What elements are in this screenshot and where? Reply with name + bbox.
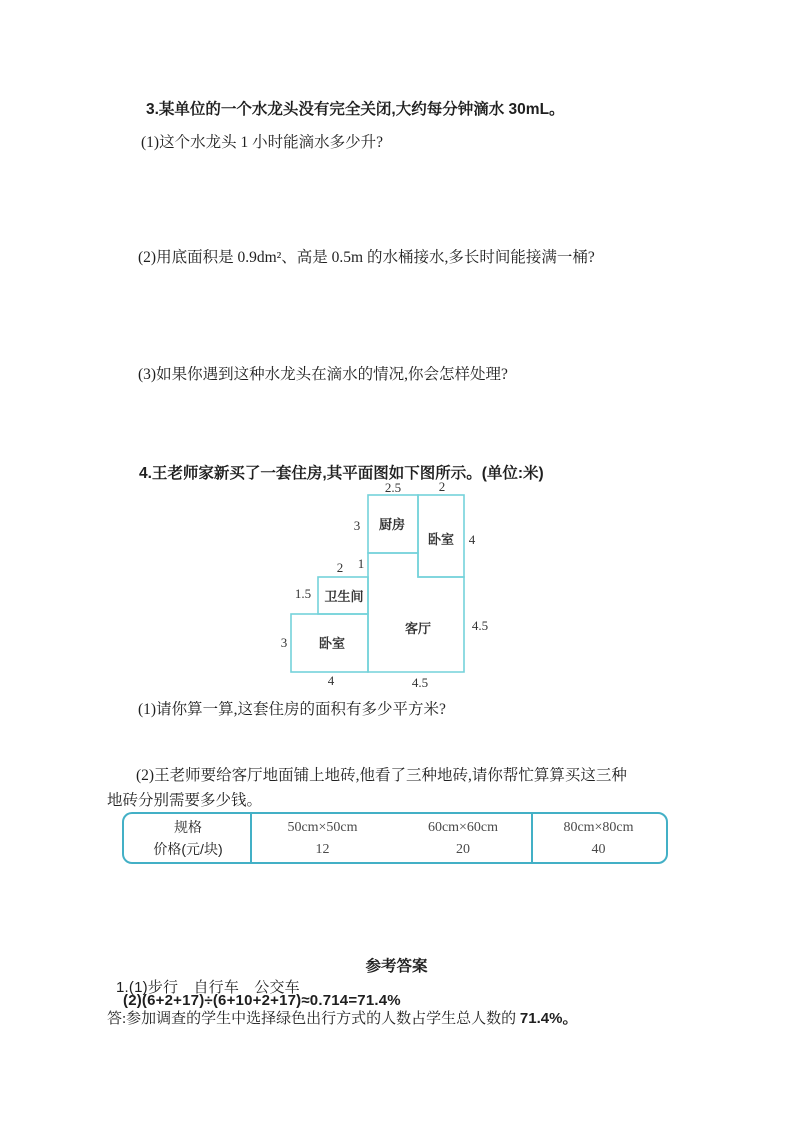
answer-line-1: 1.(1)步行 自行车 公交车 [116, 979, 300, 996]
bedroom-bottom-label: 卧室 [318, 636, 346, 651]
table-spec-3: 80cm×80cm [563, 820, 634, 835]
dim-step-height: 1 [357, 556, 365, 571]
question-3-part-3: (3)如果你遇到这种水龙头在滴水的情况,你会怎样处理? [138, 366, 508, 383]
answer-line-3-percent: 71.4%。 [519, 1010, 578, 1027]
table-price-3: 40 [591, 842, 606, 857]
living-room-label: 客厅 [404, 621, 432, 636]
dim-bedroom-top-height: 4 [468, 532, 476, 547]
dim-bedroom-bottom-height: 3 [280, 635, 288, 650]
table-price-label: 价格(元/块) [153, 841, 223, 857]
answer-line-3 [107, 1007, 577, 1028]
question-3-title: 3.某单位的一个水龙头没有完全关闭,大约每分钟滴水 30mL。 [146, 101, 565, 118]
living-room-outline [368, 553, 464, 672]
answer-line-3-text: 答:参加调查的学生中选择绿色出行方式的人数占学生总人数的 [107, 1011, 520, 1027]
dim-living-height: 4.5 [471, 618, 489, 633]
kitchen-label: 厨房 [378, 517, 406, 532]
question-4-title: 4.王老师家新买了一套住房,其平面图如下图所示。(单位:米) [139, 465, 544, 482]
table-price-2: 20 [456, 842, 470, 857]
dim-living-bottom-width: 4.5 [411, 675, 429, 690]
answer-line-2: (2)(6+2+17)÷(6+10+2+17)≈0.714=71.4% [123, 992, 401, 1009]
question-4-part-1: (1)请你算一算,这套住房的面积有多少平方米? [138, 701, 446, 718]
question-3-part-2: (2)用底面积是 0.9dm²、高是 0.5m 的水桶接水,多长时间能接满一桶? [138, 249, 595, 266]
table-spec-1: 50cm×50cm [287, 820, 358, 835]
dim-bedroom-bottom-width: 4 [327, 673, 335, 688]
table-spec-label: 规格 [174, 819, 202, 835]
dim-bathroom-width: 2 [336, 560, 344, 575]
table-price-1: 12 [315, 842, 330, 857]
bathroom-label: 卫生间 [324, 589, 364, 604]
table-spec-2: 60cm×60cm [427, 820, 499, 835]
question-4-part-2-line1: (2)王老师要给客厅地面铺上地砖,他看了三种地砖,请你帮忙算算买这三种 [136, 767, 627, 784]
question-3-part-1: (1)这个水龙头 1 小时能滴水多少升? [141, 134, 383, 151]
dim-kitchen-height: 3 [353, 518, 361, 533]
floor-plan-diagram [278, 480, 508, 694]
tile-price-table [122, 812, 668, 864]
answers-heading: 参考答案 [365, 958, 428, 975]
bedroom-top-label: 卧室 [427, 532, 455, 547]
dim-bathroom-height: 1.5 [294, 586, 312, 601]
question-4-part-2-line2: 地砖分别需要多少钱。 [107, 792, 263, 809]
dim-kitchen-width: 2.5 [384, 480, 402, 495]
dim-bedroom-top-width: 2 [438, 480, 446, 494]
